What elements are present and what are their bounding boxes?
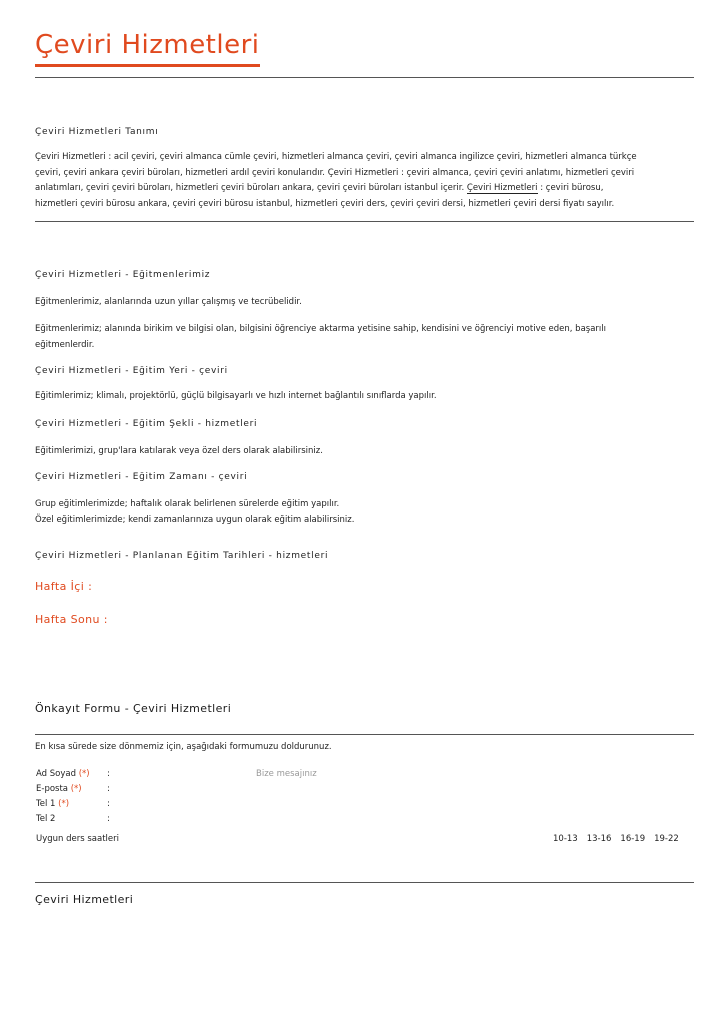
required-mark: (*) — [70, 784, 82, 794]
name-label — [36, 769, 90, 779]
instructors-p1: Eğitmenlerimiz, alanlarında uzun yıllar çalışmış ve tecrübelidir. — [35, 297, 302, 307]
tel1-input[interactable] — [117, 797, 237, 810]
required-mark: (*) — [78, 769, 90, 779]
description-line — [35, 181, 695, 197]
cevirI-hizmetleri-link[interactable]: Çeviri Hizmetleri — [466, 183, 538, 193]
description-text-segment: anlatımları, çeviri çeviri büroları, hizmetleri çeviri büroları ankara, çeviri çeviri büroları istanbul içerir. — [35, 183, 467, 193]
description-text-segment: : çeviri bürosu, — [537, 183, 604, 193]
time-text — [35, 497, 695, 528]
name-colon: : — [107, 769, 110, 779]
divider — [35, 734, 694, 735]
email-label — [36, 784, 82, 794]
time-line: Grup eğitimlerimizde; haftalık olarak belirlenen sürelerde eğitim yapılır. — [35, 499, 340, 509]
instructors-p2 — [35, 322, 695, 353]
email-colon: : — [107, 784, 110, 794]
required-mark: (*) — [58, 799, 70, 809]
description-line: hizmetleri çeviri bürosu ankara, çeviri çeviri bürosu istanbul, hizmetleri çeviri ders, çeviri çeviri dersi, hizmetleri çeviri dersi fiyatı sayılır. — [35, 198, 615, 209]
email-label-text: E-posta — [36, 784, 69, 794]
name-label-text: Ad Soyad — [36, 769, 76, 779]
description-text — [35, 150, 695, 212]
tel2-colon: : — [107, 814, 110, 824]
email-input[interactable] — [117, 782, 237, 795]
tel1-colon: : — [107, 799, 110, 809]
time-heading: Çeviri Hizmetleri - Eğitim Zamanı - çeviri — [35, 472, 248, 482]
hours-slots — [544, 834, 679, 844]
instructors-p2-line: Eğitmenlerimiz; alanında birikim ve bilgisi olan, bilgisini öğrenciye aktarma yetisine sahip, kendisini ve öğrenciyi motive eden, başarılı — [35, 324, 607, 334]
slot-option[interactable]: 16-19 — [620, 834, 646, 844]
place-text: Eğitimlerimiz; klimalı, projektörlü, güçlü bilgisayarlı ve hızlı internet bağlantılı sınıflarda yapılır. — [35, 391, 437, 401]
tel2-label: Tel 2 — [36, 814, 56, 824]
tel2-input[interactable] — [117, 812, 237, 825]
footer-title: Çeviri Hizmetleri — [35, 893, 134, 906]
divider — [35, 77, 694, 78]
weekday-label: Hafta İçi : — [35, 580, 93, 593]
instructors-heading: Çeviri Hizmetleri - Eğitmenlerimiz — [35, 270, 211, 280]
tel1-label-text: Tel 1 — [36, 799, 56, 809]
format-heading: Çeviri Hizmetleri - Eğitim Şekli - hizmetleri — [35, 419, 258, 429]
slot-option[interactable]: 19-22 — [654, 834, 679, 844]
form-title: Önkayıt Formu - Çeviri Hizmetleri — [35, 702, 232, 715]
slot-option[interactable]: 13-16 — [586, 834, 612, 844]
weekend-label: Hafta Sonu : — [35, 613, 108, 626]
description-line: Çeviri Hizmetleri : acil çeviri, çeviri almanca cümle çeviri, hizmetleri almanca çeviri, çeviri almanca ingilizce çeviri, hizmetleri almanca türkçe — [35, 152, 637, 162]
page-title: Çeviri Hizmetleri — [35, 28, 260, 67]
instructors-p2-line: eğitmenlerdir. — [35, 339, 95, 350]
planned-heading: Çeviri Hizmetleri - Planlanan Eğitim Tarihleri - hizmetleri — [35, 551, 329, 561]
tel1-label — [36, 799, 69, 809]
slot-option[interactable]: 10-13 — [553, 834, 578, 844]
time-line: Özel eğitimlerimizde; kendi zamanlarınıza uygun olarak eğitim alabilirsiniz. — [35, 514, 355, 525]
place-heading: Çeviri Hizmetleri - Eğitim Yeri - çeviri — [35, 366, 228, 376]
hours-label: Uygun ders saatleri — [36, 834, 119, 844]
description-line: çeviri, çeviri ankara çeviri büroları, hizmetleri ardıl çeviri konularıdır. Çeviri Hizmetleri : çeviri almanca, çeviri çeviri anlatımı, hizmetleri çeviri — [35, 167, 635, 178]
name-input[interactable] — [117, 767, 237, 780]
description-heading: Çeviri Hizmetleri Tanımı — [35, 127, 159, 137]
divider — [35, 882, 694, 883]
form-intro: En kısa sürede size dönmemiz için, aşağıdaki formumuzu doldurunuz. — [35, 742, 332, 752]
format-text: Eğitimlerimizi, grup'lara katılarak veya özel ders olarak alabilirsiniz. — [35, 446, 323, 456]
message-textarea[interactable]: Bize mesajınız — [256, 769, 317, 779]
divider — [35, 221, 694, 222]
